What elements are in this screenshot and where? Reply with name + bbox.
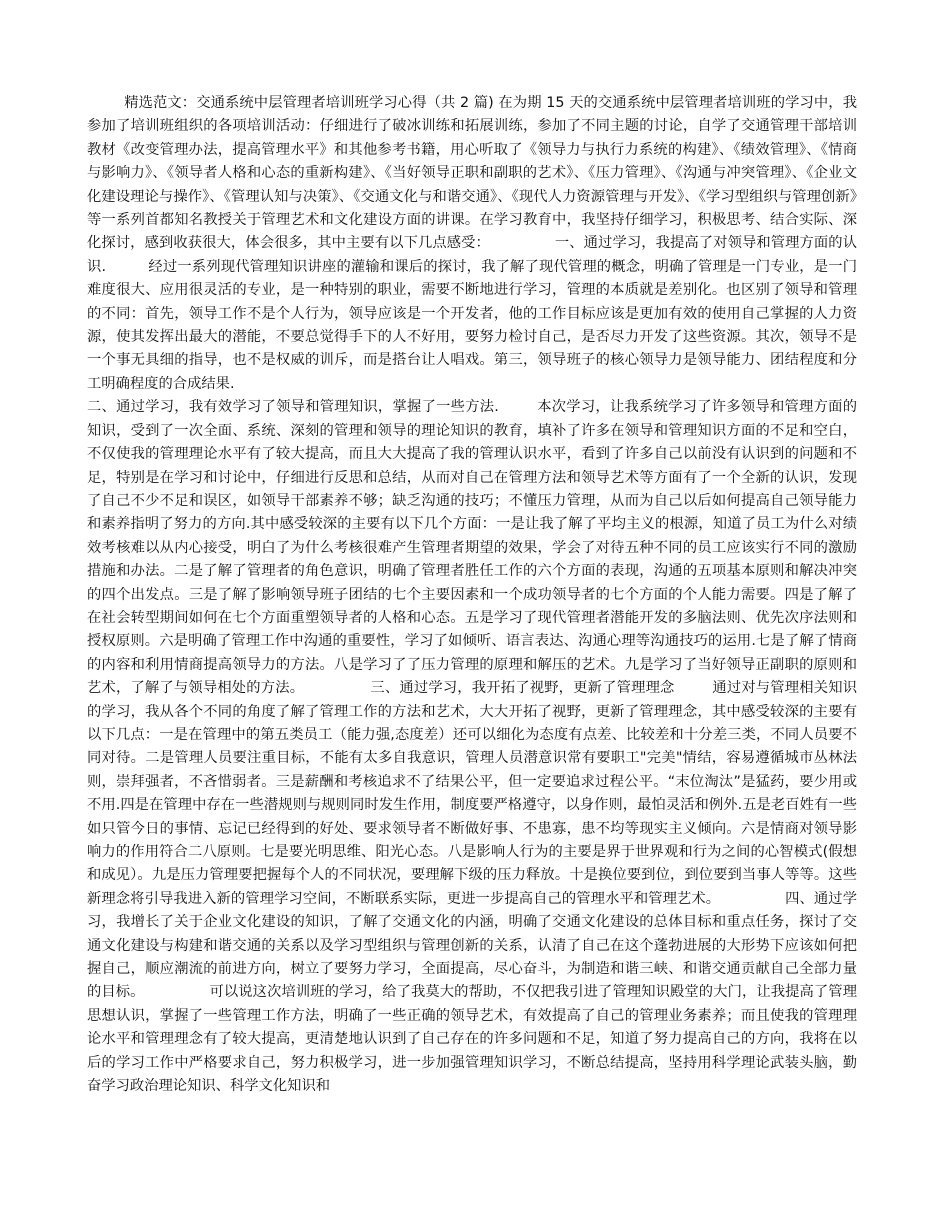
paragraph-main: 二、通过学习，我有效学习了领导和管理知识，掌握了一些方法. 本次学习，让我系统学习了许多领导和管理方面的知识，受到了一次全面、系统、深刻的管理和领导的理论知识的教育，填补了许多在领导和管理知识方面的不足和空白，不仅使我的管理理论水平有了较大提高，而且大大提高了我的管理认识水平，看到了许多自己以前没有认识到的问题和不足，特别是在学习和讨论中，仔细进行反思和总结，从而对自己在管理方法和领导艺术等方面有了一个全新的认识，发现了自己不少不足和误区，如领导干部素养不够；缺乏沟通的技巧；不懂压力管理，从而为自己以后如何提高自己领导能力和素养指明了努力的方向.其中感受较深的主要有以下几个方面：一是让我了解了平均主义的根源，知道了员工为什么对绩效考核难以从内心接受，明白了为什么考核很难产生管理者期望的效果，学会了对待五种不同的员工应该实行不同的激励措施和办法。二是了解了管理者的角色意识，明确了管理者胜任工作的六个方面的表现，沟通的五项基本原则和解决冲突的四个出发点。三是了解了影响领导班子团结的七个主要因素和一个成功领导者的七个方面的个人能力需要。四是了解了在社会转型期间如何在七个方面重塑领导者的人格和心态。五是学习了现代管理者潜能开发的多脑法则、优先次序法则和授权原则。六是明确了管理工作中沟通的重要性，学习了如倾听、语言表达、沟通心理等沟通技巧的运用.七是了解了情商的内容和利用情商提高领导力的方法。八是学习了了压力管理的原理和解压的艺术。九是学习了当好领导正副职的原则和艺术，了解了与领导相处的方法。 三、通过学习，我开拓了视野，更新了管理理念 通过对与管理相关知识的学习，我从各个不同的角度了解了管理工作的方法和艺术，大大开拓了视野，更新了管理理念，其中感受较深的主要有以下几点：一是在管理中的第五类员工（能力强,态度差）还可以细化为态度有点差、比较差和十分差三类，不同人员要不同对待。二是管理人员要注重目标，不能有太多自我意识，管理人员潜意识常有要职工"完美"情结，容易遵循城市丛林法则，崇拜强者，不吝惜弱者。三是薪酬和考核追求不了结果公平，但一定要追求过程公平。“末位淘汰”是猛药，要少用或不用.四是在管理中存在一些潜规则与规则同时发生作用，制度要严格遵守，以身作则，最怕灵活和例外.五是老百姓有一些如只管今日的事情、忘记已经得到的好处、要求领导者不断做好事、不患寡，患不均等现实主义倾向。六是情商对领导影响力的作用符合二八原则。七是要光明思维、阳光心态。八是影响人行为的主要是界于世界观和行为之间的心智模式(假想和成见）。九是压力管理要把握每个人的不同状况，要理解下级的压力释放。十是换位要到位，到位要到当事人等等。这些新理念将引导我进入新的管理学习空间，不断联系实际，更进一步提高自己的管理水平和管理艺术。 四、通过学习，我增长了关于企业文化建设的知识，了解了交通文化的内涵，明确了交通文化建设的总体目标和重点任务，探讨了交通文化建设与构建和谐交通的关系以及学习型组织与管理创新的关系，认清了自己在这个蓬勃进展的大形势下应该如何把握自己，顺应潮流的前进方向，树立了要努力学习，全面提高，尽心奋斗，为制造和谐三峡、和谐交通贡献自己全部力量的目标。 可以说这次培训班的学习，给了我莫大的帮助，不仅把我引进了管理知识殿堂的大门，让我提高了管理思想认识，掌握了一些管理工作方法，明确了一些正确的领导艺术，有效提高了自己的管理业务素养；而且使我的管理理论水平和管理理念有了较大提高，更清楚地认识到了自己存在的许多问题和不足，知道了努力提高自己的方向，我将在以后的学习工作中严格要求自己，努力积极学习，进一步加强管理知识学习，不断总结提高，坚持用科学理论武装头脑，勤奋学习政治理论知识、科学文化知识和 bbox=[87, 399, 857, 1095]
paragraph-intro: 精选范文：交通系统中层管理者培训班学习心得（共 2 篇) 在为期 15 天的交通系统中层管理者培训班的学习中，我参加了培训班组织的各项培训活动：仔细进行了破冰训练和拓展训练，参加了不同主题的讨论，自学了交通管理干部培训教材《改变管理办法，提高管理水平》和其他参考书籍，用心听取了《领导力与执行力系统的构建》、《绩效管理》、《情商与影响力》、《领导者人格和心态的重新构建》、《当好领导正职和副职的艺术》、《压力管理》、《沟通与冲突管理》、《企业文化建设理论与操作》、《管理认知与决策》、《交通文化与和谐交通》、《现代人力资源管理与开发》、《学习型组织与管理创新》等一系列首都知名教授关于管理艺术和文化建设方面的讲课。在学习教育中，我坚持仔细学习，积极思考、结合实际、深化探讨，感到收获很大，体会很多，其中主要有以下几点感受： 一、通过学习，我提高了对领导和管理方面的认识. 经过一系列现代管理知识讲座的灌输和课后的探讨，我了解了现代管理的概念，明确了管理是一门专业，是一门难度很大、应用很灵活的专业，是一种特别的职业，需要不断地进行学习，管理的本质就是差别化。也区别了领导和管理的不同：首先，领导工作不是个人行为，领导应该是一个开发者，他的工作目标应该是更加有效的使用自己掌握的人力资源，使其发挥出最大的潜能，不要总觉得手下的人不好用，要努力检讨自己，是否尽力开发了这些资源。其次，领导不是一个事无具细的指导，也不是权威的训斥，而是搭台让人唱戏。第三，领导班子的核心领导力是领导能力、团结程度和分工明确程度的合成结果. bbox=[87, 95, 857, 392]
document-body bbox=[87, 92, 857, 1098]
